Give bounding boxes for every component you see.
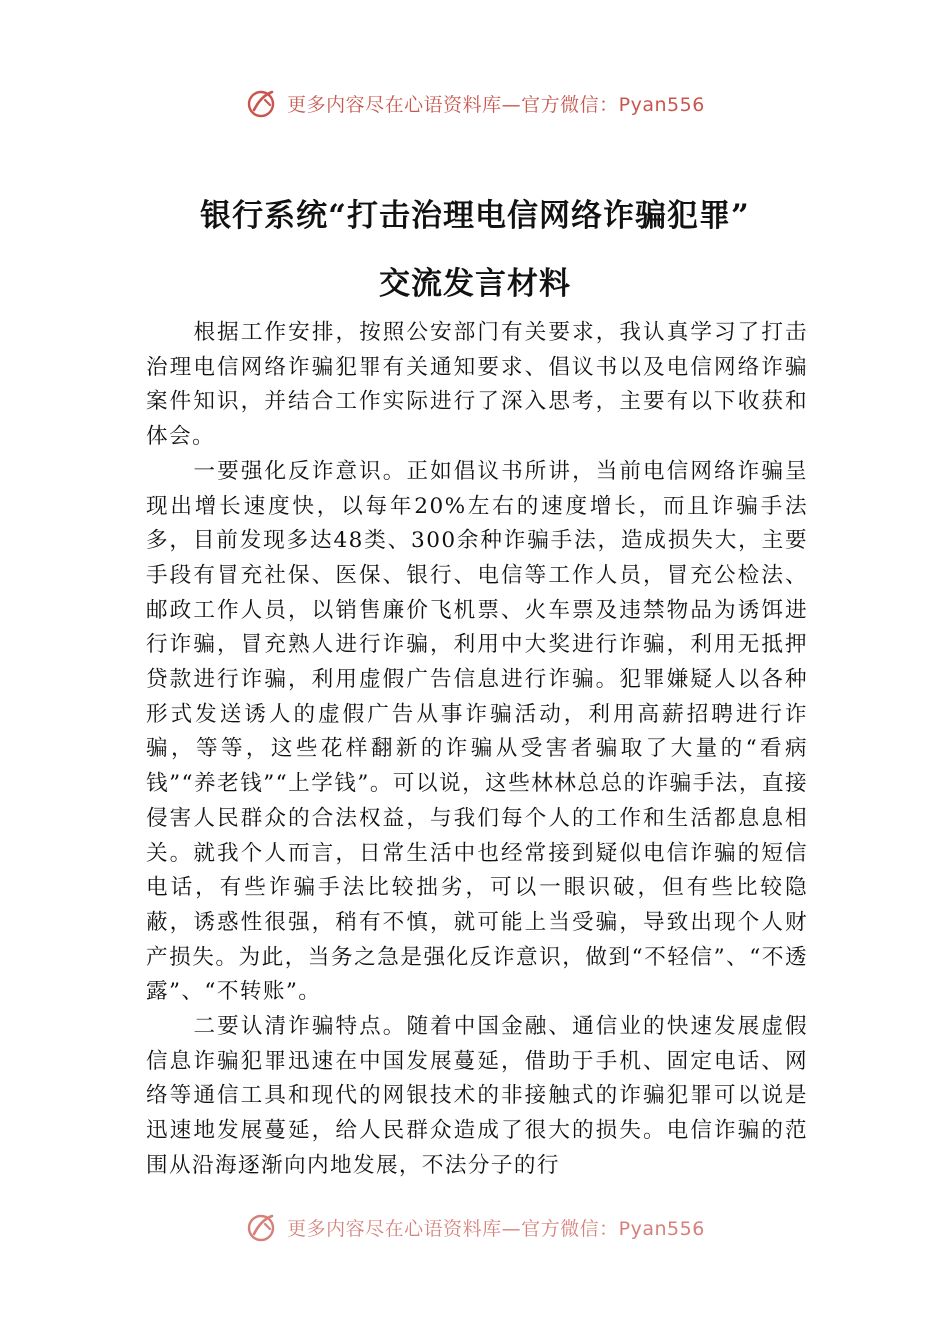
pen-logo-icon (245, 86, 279, 120)
watermark-text: 更多内容尽在心语资料库—官方微信：Pyan556 (287, 1217, 705, 1240)
pen-logo-icon (245, 1210, 279, 1244)
document-title-line2: 交流发言材料 (379, 266, 571, 302)
document-body (146, 316, 808, 1184)
paragraph-point-two: 二要认清诈骗特点。随着中国金融、通信业的快速发展虚假信息诈骗犯罪迅速在中国发展蔓延，借助于手机、固定电话、网络等通信工具和现代的网银技术的非接触式的诈骗犯罪可以说是迅速地发展蔓延，给人民群众造成了很大的损失。电信诈骗的范围从沿海逐渐向内地发展，不法分子的行 (146, 1014, 808, 1178)
footer-watermark (0, 1210, 950, 1244)
document-title-line1: 银行系统“打击治理电信网络诈骗犯罪” (200, 198, 750, 234)
paragraph-point-one: 一要强化反诈意识。正如倡议书所讲，当前电信网络诈骗呈现出增长速度快，以每年20%左右的速度增长，而且诈骗手法多，目前发现多达48类、300余种诈骗手法，造成损失大，主要手段有冒充社保、医保、银行、电信等工作人员，冒充公检法、邮政工作人员，以销售廉价飞机票、火车票及违禁物品为诱饵进行诈骗，冒充熟人进行诈骗，利用中大奖进行诈骗，利用无抵押贷款进行诈骗，利用虚假广告信息进行诈骗。犯罪嫌疑人以各种形式发送诱人的虚假广告从事诈骗活动，利用高薪招聘进行诈骗，等等，这些花样翻新的诈骗从受害者骗取了大量的“看病钱”“养老钱”“上学钱”。可以说，这些林林总总的诈骗手法，直接侵害人民群众的合法权益，与我们每个人的工作和生活都息息相关。就我个人而言，日常生活中也经常接到疑似电信诈骗的短信电话，有些诈骗手法比较拙劣，可以一眼识破，但有些比较隐蔽，诱惑性很强，稍有不慎，就可能上当受骗，导致出现个人财产损失。为此，当务之急是强化反诈意识，做到“不轻信”、“不透露”、“不转账”。 (146, 458, 808, 1005)
paragraph-intro: 根据工作安排，按照公安部门有关要求，我认真学习了打击治理电信网络诈骗犯罪有关通知要求、倡议书以及电信网络诈骗案件知识，并结合工作实际进行了深入思考，主要有以下收获和体会。 (146, 320, 808, 450)
watermark-text: 更多内容尽在心语资料库—官方微信：Pyan556 (287, 93, 705, 116)
header-watermark (0, 86, 950, 120)
